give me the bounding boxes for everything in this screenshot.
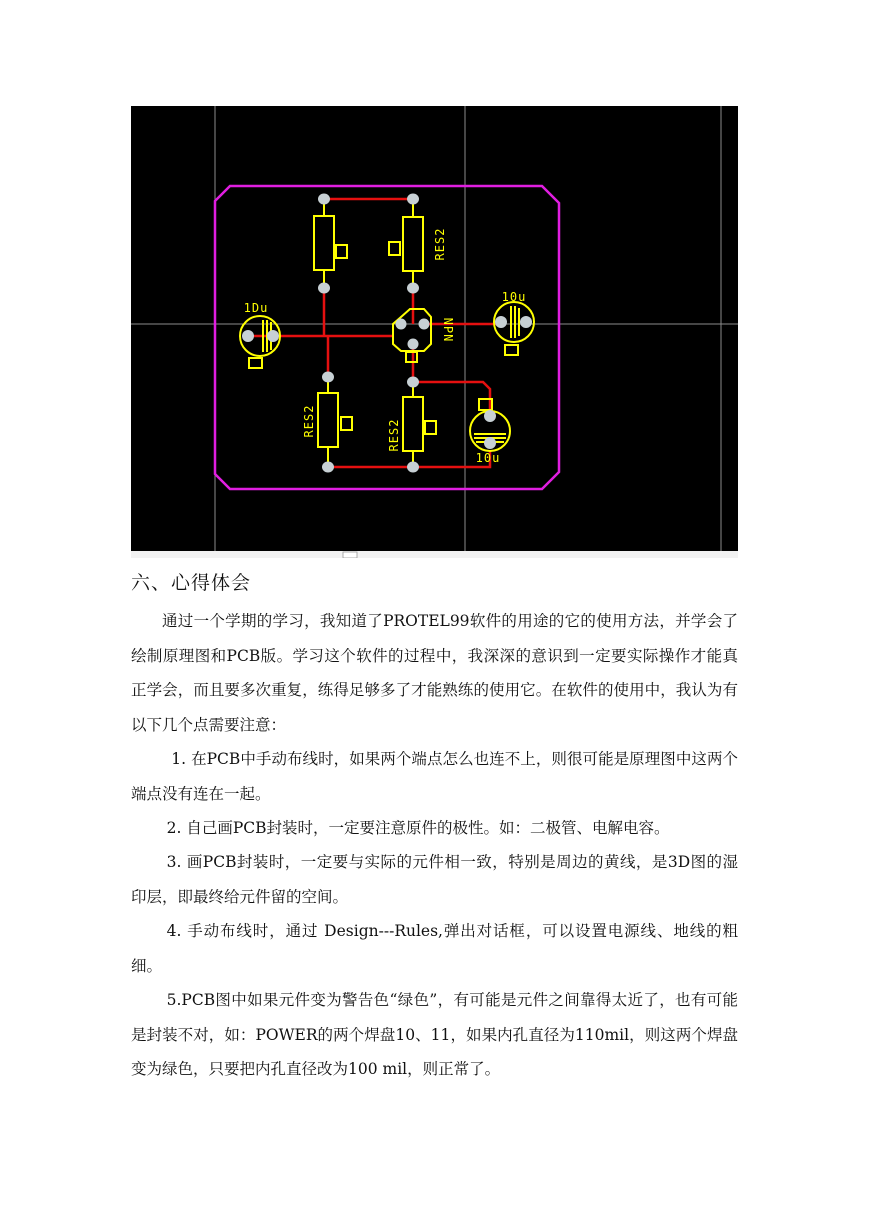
intro-paragraph: 通过一个学期的学习，我知道了PROTEL99软件的用途的它的使用方法，并学会了绘制原理图和PCB版。学习这个软件的过程中，我深深的意识到一定要实际操作才能真正学会，而且要多次重复，练得足够多了才能熟练的使用它。在软件的使用中，我认为有以下几个点需要注意：	[131, 612, 738, 734]
label-cap-right: 10u	[501, 290, 527, 304]
note-item-2: 2. 自己画PCB封装时，一定要注意原件的极性。如：二极管、电解电容。	[166, 819, 670, 837]
label-res-top-right: RES2	[433, 227, 447, 261]
label-cap-left: 1Du	[243, 301, 269, 315]
pcb-scrollbar-thumb	[343, 552, 357, 558]
section-heading: 六、心得体会	[131, 572, 252, 594]
label-res-bottom-left: RES2	[302, 404, 316, 438]
note-item-1: 1. 在PCB中手动布线时，如果两个端点怎么也连不上，则很可能是原理图中这两个端点没有连在一起。	[131, 750, 738, 803]
note-item-4: 4. 手动布线时，通过 Design---Rules,弹出对话框，可以设置电源线、地线的粗细。	[131, 922, 738, 975]
label-cap-bottom: 10u	[475, 451, 501, 465]
label-transistor: NPN	[441, 317, 455, 343]
pcb-layout-figure	[131, 106, 738, 558]
note-item-5: 5.PCB图中如果元件变为警告色“绿色”，有可能是元件之间靠得太近了，也有可能是封装不对，如：POWER的两个焊盘10、11，如果内孔直径为110mil，则这两个焊盘变为绿色，只要把内孔直径改为100 mil，则正常了。	[131, 991, 738, 1078]
note-item-3: 3. 画PCB封装时，一定要与实际的元件相一致，特别是周边的黄线，是3D图的湿印层，即最终给元件留的空间。	[131, 853, 738, 906]
pcb-background	[131, 106, 738, 551]
label-res-bottom-mid: RES2	[387, 418, 401, 452]
pcb-scrollbar-strip	[131, 551, 738, 558]
